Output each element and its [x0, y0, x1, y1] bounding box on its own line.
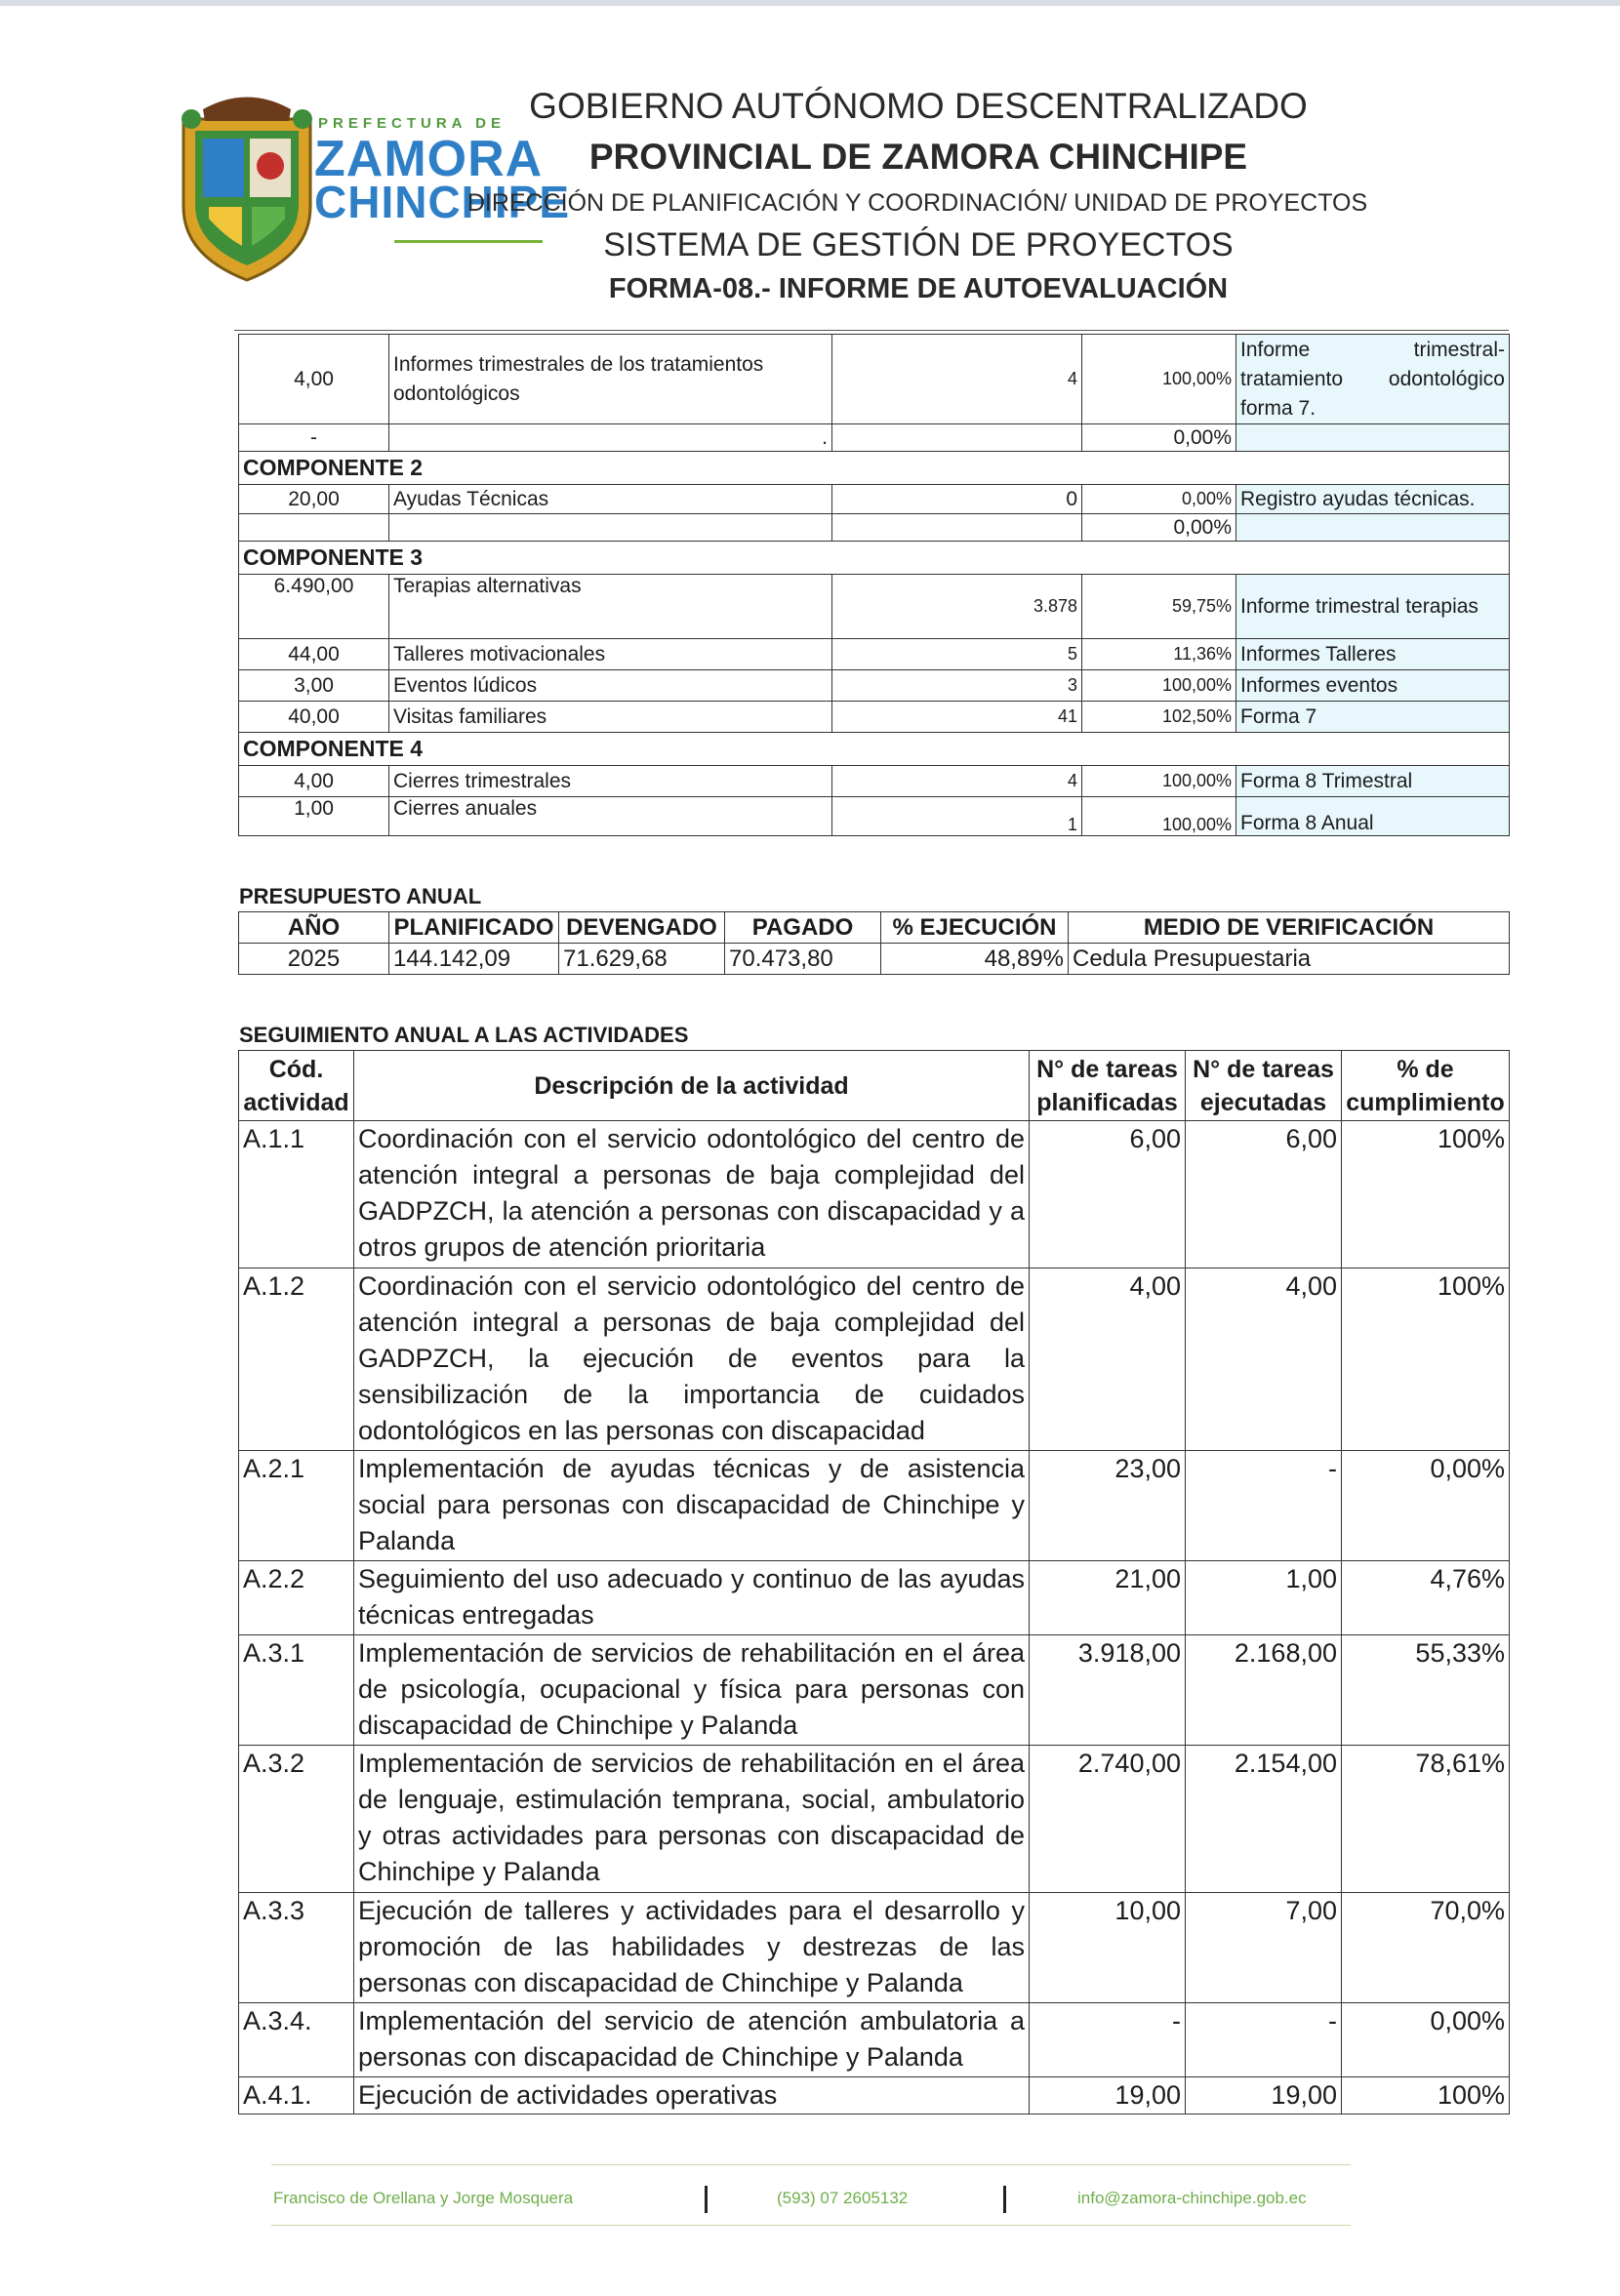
- activity-cell: Cierres trimestrales: [389, 766, 832, 797]
- percent-cell: 0,00%: [1082, 485, 1236, 514]
- activity-cell: Terapias alternativas: [389, 575, 832, 639]
- footer-rule-bottom: [271, 2225, 1351, 2226]
- verification-cell: Informes Talleres: [1236, 639, 1510, 670]
- column-header-executed: [1186, 1051, 1342, 1121]
- brand-name-line1: ZAMORA: [314, 131, 544, 187]
- activity-description: Implementación de ayudas técnicas y de asistencia social para personas con discapacidad de Chinchipe y Palanda: [354, 1451, 1030, 1561]
- header-title-4: SISTEMA DE GESTIÓN DE PROYECTOS: [603, 226, 1234, 263]
- compliance: 55,33%: [1342, 1635, 1510, 1746]
- activity-cell: Visitas familiares: [389, 702, 832, 733]
- activity-code: A.3.4.: [239, 2003, 354, 2077]
- activity-code: A.3.1: [239, 1635, 354, 1746]
- component-3-title: COMPONENTE 3: [239, 542, 1510, 575]
- header-rule: [234, 330, 1509, 331]
- meta-cell: 44,00: [239, 639, 389, 670]
- activity-description: Ejecución de actividades operativas: [354, 2077, 1030, 2115]
- component-heading-row: [239, 733, 1510, 766]
- activity-cell: Talleres motivacionales: [389, 639, 832, 670]
- component-heading-row: [239, 542, 1510, 575]
- verification-cell: Cedula Presupuestaria: [1069, 944, 1510, 975]
- header-line: N° de tareas: [1193, 1055, 1334, 1083]
- column-header-code: [239, 1051, 354, 1121]
- component-heading-row: [239, 452, 1510, 485]
- percent-cell: 0,00%: [1082, 514, 1236, 542]
- activity-cell: Cierres anuales: [389, 797, 832, 836]
- table-row: [239, 1451, 1510, 1561]
- planned-tasks: 19,00: [1030, 2077, 1186, 2115]
- compliance: 4,76%: [1342, 1561, 1510, 1635]
- table-row: [239, 639, 1510, 670]
- tracking-title: SEGUIMIENTO ANUAL A LAS ACTIVIDADES: [239, 1023, 689, 1047]
- table-header-row: [239, 912, 1510, 944]
- executed-tasks: 1,00: [1186, 1561, 1342, 1635]
- activity-cell: .: [389, 424, 832, 452]
- footer-phone: (593) 07 2605132: [777, 2189, 909, 2207]
- activity-code: A.1.2: [239, 1269, 354, 1451]
- activity-description: Implementación de servicios de rehabilitación en el área de psicología, ocupacional y física para personas con discapacidad de Chinchipe y Palanda: [354, 1635, 1030, 1746]
- column-header: PLANIFICADO: [389, 912, 559, 944]
- planned-tasks: 6,00: [1030, 1121, 1186, 1269]
- compliance: 0,00%: [1342, 2003, 1510, 2077]
- percent-cell: 100,00%: [1082, 335, 1236, 424]
- column-header: MEDIO DE VERIFICACIÓN: [1069, 912, 1510, 944]
- meta-cell: 20,00: [239, 485, 389, 514]
- activity-description: Coordinación con el servicio odontológico del centro de atención integral a personas de baja complejidad del GADPZCH, la atención a personas con discapacidad y a otros grupos de atención prioritaria: [354, 1121, 1030, 1269]
- verification-cell: Registro ayudas técnicas.: [1236, 485, 1510, 514]
- table-row: [239, 766, 1510, 797]
- percent-cell: 100,00%: [1082, 766, 1236, 797]
- column-header: PAGADO: [725, 912, 881, 944]
- executed-cell: 4: [832, 766, 1082, 797]
- verification-cell: Forma 8 Trimestral: [1236, 766, 1510, 797]
- executed-tasks: 2.168,00: [1186, 1635, 1342, 1746]
- table-row: [239, 1635, 1510, 1746]
- activity-description: Implementación de servicios de rehabilitación en el área de lenguaje, estimulación temprana, social, ambulatorio y otras actividades para personas con discapacidad de Chinchipe y Palanda: [354, 1746, 1030, 1893]
- compliance: 100%: [1342, 1269, 1510, 1451]
- executed-cell: [832, 424, 1082, 452]
- planned-cell: 144.142,09: [389, 944, 559, 975]
- planned-tasks: 23,00: [1030, 1451, 1186, 1561]
- column-header-planned: [1030, 1051, 1186, 1121]
- header-title-1: GOBIERNO AUTÓNOMO DESCENTRALIZADO: [529, 86, 1308, 126]
- header-line: actividad: [243, 1088, 349, 1116]
- meta-cell: 40,00: [239, 702, 389, 733]
- verification-cell: [1236, 424, 1510, 452]
- planned-tasks: 3.918,00: [1030, 1635, 1186, 1746]
- header-line: Cód.: [268, 1055, 324, 1083]
- verification-cell: Informe trimestral terapias: [1236, 575, 1510, 639]
- percent-cell: 102,50%: [1082, 702, 1236, 733]
- planned-tasks: 10,00: [1030, 1893, 1186, 2003]
- planned-tasks: -: [1030, 2003, 1186, 2077]
- column-header-compliance: [1342, 1051, 1510, 1121]
- executed-tasks: 7,00: [1186, 1893, 1342, 2003]
- percent-cell: 100,00%: [1082, 797, 1236, 836]
- form-title: FORMA-08.- INFORME DE AUTOEVALUACIÓN: [608, 273, 1229, 304]
- executed-tasks: 19,00: [1186, 2077, 1342, 2115]
- table-row: [239, 1893, 1510, 2003]
- verification-cell: Forma 7: [1236, 702, 1510, 733]
- executed-cell: 3.878: [832, 575, 1082, 639]
- activities-table: [238, 1050, 1510, 2115]
- executed-cell: 3: [832, 670, 1082, 702]
- table-row: [239, 2003, 1510, 2077]
- header-title-2: PROVINCIAL DE ZAMORA CHINCHIPE: [588, 137, 1248, 177]
- header-line: planificadas: [1036, 1088, 1178, 1116]
- meta-cell: 3,00: [239, 670, 389, 702]
- executed-tasks: 2.154,00: [1186, 1746, 1342, 1893]
- planned-tasks: 2.740,00: [1030, 1746, 1186, 1893]
- compliance: 100%: [1342, 1121, 1510, 1269]
- meta-cell: 6.490,00: [239, 575, 389, 639]
- executed-tasks: -: [1186, 2003, 1342, 2077]
- activity-description: Ejecución de talleres y actividades para el desarrollo y promoción de las habilidades y destrezas de las personas con discapacidad de Chinchipe y Palanda: [354, 1893, 1030, 2003]
- activity-description: Implementación del servicio de atención ambulatoria a personas con discapacidad de Chinchipe y Palanda: [354, 2003, 1030, 2077]
- accrued-cell: 71.629,68: [559, 944, 725, 975]
- brand-name-line2: CHINCHIPE: [314, 177, 571, 227]
- activity-code: A.4.1.: [239, 2077, 354, 2115]
- percent-cell: 0,00%: [1082, 424, 1236, 452]
- footer-separator: [1003, 2186, 1006, 2213]
- activity-cell: Ayudas Técnicas: [389, 485, 832, 514]
- meta-cell: [239, 514, 389, 542]
- column-header-description: Descripción de la actividad: [354, 1051, 1030, 1121]
- table-row: [239, 702, 1510, 733]
- header-title-3: DIRECCIÓN DE PLANIFICACIÓN Y COORDINACIÓN/ UNIDAD DE PROYECTOS: [466, 189, 1368, 217]
- column-header: DEVENGADO: [559, 912, 725, 944]
- executed-cell: 4: [832, 335, 1082, 424]
- table-row: [239, 944, 1510, 975]
- header-line: cumplimiento: [1346, 1088, 1505, 1116]
- compliance: 78,61%: [1342, 1746, 1510, 1893]
- activity-code: A.2.1: [239, 1451, 354, 1561]
- executed-cell: 1: [832, 797, 1082, 836]
- planned-tasks: 21,00: [1030, 1561, 1186, 1635]
- table-row: [239, 1746, 1510, 1893]
- component-4-title: COMPONENTE 4: [239, 733, 1510, 766]
- footer-email: info@zamora-chinchipe.gob.ec: [1077, 2189, 1307, 2207]
- execution-cell: 48,89%: [881, 944, 1069, 975]
- table-row: [239, 2077, 1510, 2115]
- executed-cell: [832, 514, 1082, 542]
- table-row: [239, 424, 1510, 452]
- executed-cell: 5: [832, 639, 1082, 670]
- table-row: [239, 514, 1510, 542]
- executed-tasks: 4,00: [1186, 1269, 1342, 1451]
- activity-code: A.1.1: [239, 1121, 354, 1269]
- percent-cell: 100,00%: [1082, 670, 1236, 702]
- table-row: [239, 1269, 1510, 1451]
- footer-rule-top: [271, 2164, 1351, 2165]
- activity-code: A.2.2: [239, 1561, 354, 1635]
- activity-cell: Informes trimestrales de los tratamientos odontológicos: [389, 335, 832, 424]
- budget-table: [238, 911, 1510, 975]
- planned-tasks: 4,00: [1030, 1269, 1186, 1451]
- table-row: [239, 335, 1510, 424]
- executed-cell: 41: [832, 702, 1082, 733]
- verification-cell: Informes eventos: [1236, 670, 1510, 702]
- header-line: % de: [1397, 1055, 1454, 1083]
- table-row: [239, 575, 1510, 639]
- meta-cell: 4,00: [239, 766, 389, 797]
- compliance: 0,00%: [1342, 1451, 1510, 1561]
- compliance: 100%: [1342, 2077, 1510, 2115]
- activity-code: A.3.3: [239, 1893, 354, 2003]
- table-row: [239, 670, 1510, 702]
- verification-cell: Informe trimestral-tratamiento odontológico forma 7.: [1236, 335, 1510, 424]
- meta-cell: 4,00: [239, 335, 389, 424]
- meta-cell: -: [239, 424, 389, 452]
- page-edge: [0, 0, 1620, 6]
- meta-cell: 1,00: [239, 797, 389, 836]
- column-header: AÑO: [239, 912, 389, 944]
- footer-separator: [705, 2186, 708, 2213]
- paid-cell: 70.473,80: [725, 944, 881, 975]
- components-table: [238, 334, 1510, 836]
- executed-cell: 0: [832, 485, 1082, 514]
- header-line: ejecutadas: [1199, 1088, 1327, 1116]
- footer-address: Francisco de Orellana y Jorge Mosquera: [273, 2189, 574, 2207]
- executed-tasks: 6,00: [1186, 1121, 1342, 1269]
- activity-code: A.3.2: [239, 1746, 354, 1893]
- activity-description: Seguimiento del uso adecuado y continuo de las ayudas técnicas entregadas: [354, 1561, 1030, 1635]
- table-row: [239, 797, 1510, 836]
- verification-cell: Forma 8 Anual: [1236, 797, 1510, 836]
- percent-cell: 11,36%: [1082, 639, 1236, 670]
- brand-prefix: PREFECTURA DE: [318, 115, 506, 132]
- activity-cell: Eventos lúdicos: [389, 670, 832, 702]
- column-header: % EJECUCIÓN: [881, 912, 1069, 944]
- executed-tasks: -: [1186, 1451, 1342, 1561]
- table-row: [239, 1121, 1510, 1269]
- table-row: [239, 485, 1510, 514]
- budget-title: PRESUPUESTO ANUAL: [239, 884, 482, 908]
- compliance: 70,0%: [1342, 1893, 1510, 2003]
- header-line: N° de tareas: [1036, 1055, 1178, 1083]
- table-row: [239, 1561, 1510, 1635]
- component-2-title: COMPONENTE 2: [239, 452, 1510, 485]
- activity-cell: [389, 514, 832, 542]
- table-header-row: [239, 1051, 1510, 1121]
- verification-cell: [1236, 514, 1510, 542]
- activity-description: Coordinación con el servicio odontológico del centro de atención integral a personas de baja complejidad del GADPZCH, la ejecución de eventos para la sensibilización de la importancia de cuidados odontológicos en las personas con discapacidad: [354, 1269, 1030, 1451]
- year-cell: 2025: [239, 944, 389, 975]
- percent-cell: 59,75%: [1082, 575, 1236, 639]
